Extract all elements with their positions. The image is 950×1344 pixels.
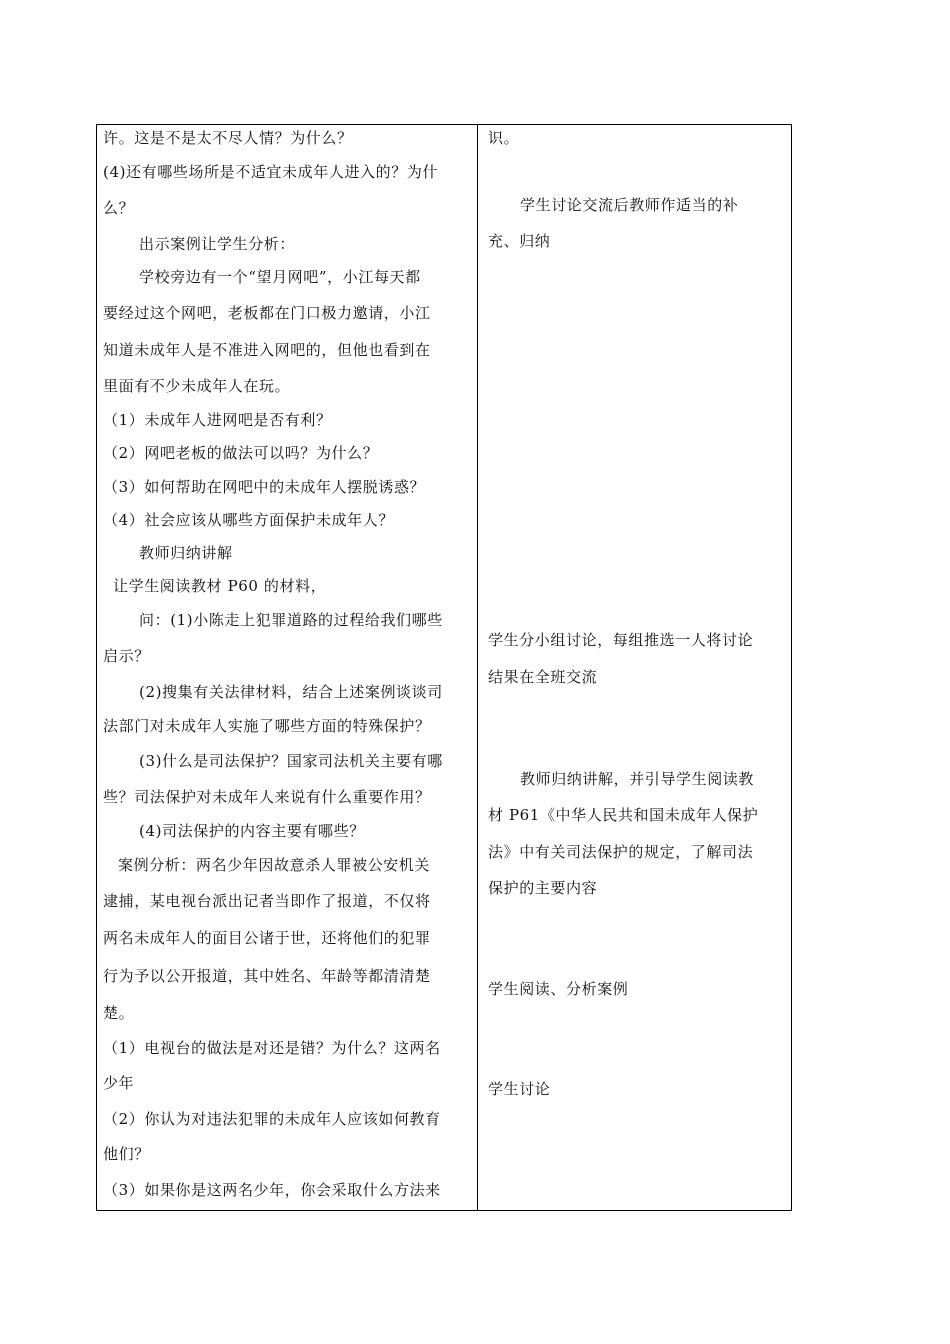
column-divider bbox=[477, 124, 478, 1211]
left-line: （2）你认为对违法犯罪的未成年人应该如何教育 bbox=[103, 1110, 441, 1128]
left-line: 逮捕，某电视台派出记者当即作了报道，不仅将 bbox=[103, 892, 431, 910]
left-line: 少年 bbox=[103, 1074, 135, 1092]
left-line: 启示？ bbox=[103, 647, 150, 665]
right-line: 材 P61《中华人民共和国未成年人保护 bbox=[488, 806, 759, 824]
left-line: (3)什么是司法保护？国家司法机关主要有哪 bbox=[139, 752, 443, 770]
left-line: 楚。 bbox=[103, 1004, 135, 1022]
left-line: 许。这是不是太不尽人情？为什么？ bbox=[103, 129, 353, 147]
left-line: 些？司法保护对未成年人来说有什么重要作用？ bbox=[103, 788, 431, 806]
right-line: 教师归纳讲解，并引导学生阅读教 bbox=[520, 770, 755, 788]
left-line: (4)还有哪些场所是不适宜未成年人进入的？为什 bbox=[103, 163, 439, 181]
left-line: （2）网吧老板的做法可以吗？为什么？ bbox=[103, 444, 379, 462]
left-line: 里面有不少未成年人在玩。 bbox=[103, 377, 291, 395]
left-line: （1）未成年人进网吧是否有利？ bbox=[103, 411, 332, 429]
left-line: （3）如何帮助在网吧中的未成年人摆脱诱惑？ bbox=[103, 478, 426, 496]
right-line: 学生讨论 bbox=[488, 1080, 551, 1098]
left-line: (2)搜集有关法律材料，结合上述案例谈谈司 bbox=[139, 683, 443, 701]
right-line: 识。 bbox=[488, 129, 520, 147]
left-line: 案例分析：两名少年因故意杀人罪被公安机关 bbox=[118, 856, 431, 874]
left-line: (4)司法保护的内容主要有哪些？ bbox=[139, 822, 365, 840]
left-line: 让学生阅读教材 P60 的材料， bbox=[113, 577, 327, 595]
right-line: 学生讨论交流后教师作适当的补 bbox=[520, 196, 739, 214]
right-line: 学生分小组讨论，每组推选一人将讨论 bbox=[488, 631, 754, 649]
left-line: 法部门对未成年人实施了哪些方面的特殊保护？ bbox=[103, 717, 431, 735]
left-line: 出示案例让学生分析： bbox=[139, 235, 296, 253]
right-line: 法》中有关司法保护的规定，了解司法 bbox=[488, 843, 754, 861]
left-line: （4）社会应该从哪些方面保护未成年人？ bbox=[103, 511, 394, 529]
right-line: 结果在全班交流 bbox=[488, 668, 598, 686]
right-line: 充、归纳 bbox=[488, 232, 551, 250]
right-line: 保护的主要内容 bbox=[488, 879, 598, 897]
left-line: 两名未成年人的面目公诸于世，还将他们的犯罪 bbox=[103, 929, 431, 947]
right-line: 学生阅读、分析案例 bbox=[488, 980, 629, 998]
left-line: 行为予以公开报道，其中姓名、年龄等都清清楚 bbox=[103, 967, 431, 985]
left-line: （1）电视台的做法是对还是错？为什么？这两名 bbox=[103, 1039, 441, 1057]
left-line: 要经过这个网吧，老板都在门口极力邀请，小江 bbox=[103, 304, 431, 322]
left-line: （3）如果你是这两名少年，你会采取什么方法来 bbox=[103, 1181, 441, 1199]
left-line: 么？ bbox=[103, 199, 135, 217]
left-line: 学校旁边有一个“望月网吧”，小江每天都 bbox=[139, 268, 421, 286]
left-line: 他们？ bbox=[103, 1145, 150, 1163]
left-line: 教师归纳讲解 bbox=[139, 544, 233, 562]
left-line: 知道未成年人是不准进入网吧的，但他也看到在 bbox=[103, 341, 431, 359]
left-line: 问：(1)小陈走上犯罪道路的过程给我们哪些 bbox=[139, 611, 443, 629]
